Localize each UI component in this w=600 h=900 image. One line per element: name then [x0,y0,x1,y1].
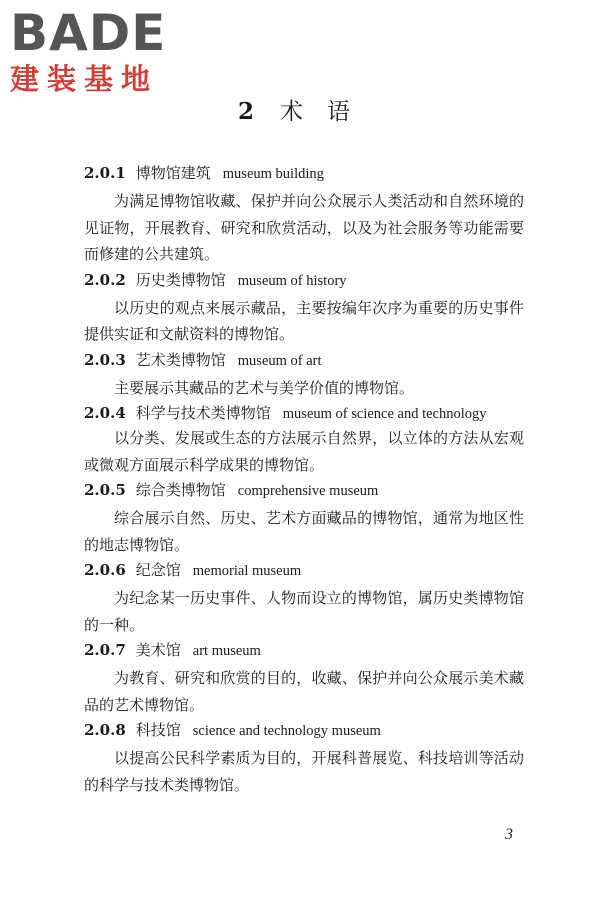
term-english: museum building [222,166,324,182]
term-heading [84,639,524,665]
term-number: 2.0.3 [84,350,126,369]
term-heading [84,719,524,745]
term-entry [84,269,524,348]
term-heading [84,162,524,188]
term-heading [84,559,524,585]
term-definition: 为满足博物馆收藏、保护并向公众展示人类活动和自然环境的见证物，开展教育、研究和欣赏活动，以及为社会服务等功能需要而修建的公共建筑。 [84,192,524,263]
term-heading [84,349,524,375]
bade-logo [10,6,180,98]
term-entry [84,349,524,402]
page-number: 3 [505,826,513,843]
term-chinese: 艺术类博物馆 [135,350,226,369]
term-english: memorial museum [192,563,302,579]
chapter-title-char: 术 [280,99,303,125]
term-chinese: 科技馆 [135,721,181,739]
term-definition: 以提高公民科学素质为目的，开展科普展览、科技培训等活动的科学与技术类博物馆。 [84,749,524,794]
term-number: 2.0.5 [84,481,126,499]
term-definition: 综合展示自然、历史、艺术方面藏品的博物馆，通常为地区性的地志博物馆。 [84,509,524,554]
term-english: art museum [192,643,261,659]
term-definition: 主要展示其藏品的艺术与美学价值的博物馆。 [114,378,415,397]
term-chinese: 科学与技术类博物馆 [135,404,271,422]
logo-brand-text: BADE [10,4,167,62]
term-heading [84,479,524,505]
term-entry [84,719,524,798]
term-number: 2.0.6 [84,561,126,579]
term-english: science and technology museum [192,723,381,739]
term-number: 2.0.2 [84,270,126,289]
term-english: museum of science and technology [282,406,487,422]
term-heading [84,269,524,295]
term-number: 2.0.4 [84,404,126,422]
term-heading [84,402,524,425]
logo-subtitle: 建装基地 [10,62,159,96]
chapter-title-char: 语 [327,99,350,125]
terms-list [84,162,524,799]
term-definition: 以历史的观点来展示藏品，主要按编年次序为重要的历史事件提供实证和文献资料的博物馆。 [84,298,524,343]
term-chinese: 博物馆建筑 [135,164,211,182]
term-chinese: 纪念馆 [135,561,181,579]
term-english: museum of history [237,272,347,289]
term-english: museum of art [237,352,322,369]
term-definition: 为纪念某一历史事件、人物而设立的博物馆，属历史类博物馆的一种。 [84,589,524,634]
term-entry [84,639,524,718]
chapter-number: 2 [237,98,254,125]
term-entry [84,479,524,558]
term-english: comprehensive museum [237,483,379,499]
term-number: 2.0.8 [84,721,126,739]
term-number: 2.0.7 [84,641,126,659]
term-entry [84,402,524,478]
term-number: 2.0.1 [84,164,126,182]
term-chinese: 美术馆 [135,641,181,659]
term-entry [84,559,524,638]
term-chinese: 综合类博物馆 [135,481,226,499]
term-definition: 以分类、发展或生态的方法展示自然界，以立体的方法从宏观或微观方面展示科学成果的博物馆。 [84,429,524,474]
term-entry [84,162,524,268]
term-definition: 为教育、研究和欣赏的目的，收藏、保护并向公众展示美术藏品的艺术博物馆。 [84,669,524,714]
term-chinese: 历史类博物馆 [135,270,226,289]
chapter-title [0,96,600,128]
